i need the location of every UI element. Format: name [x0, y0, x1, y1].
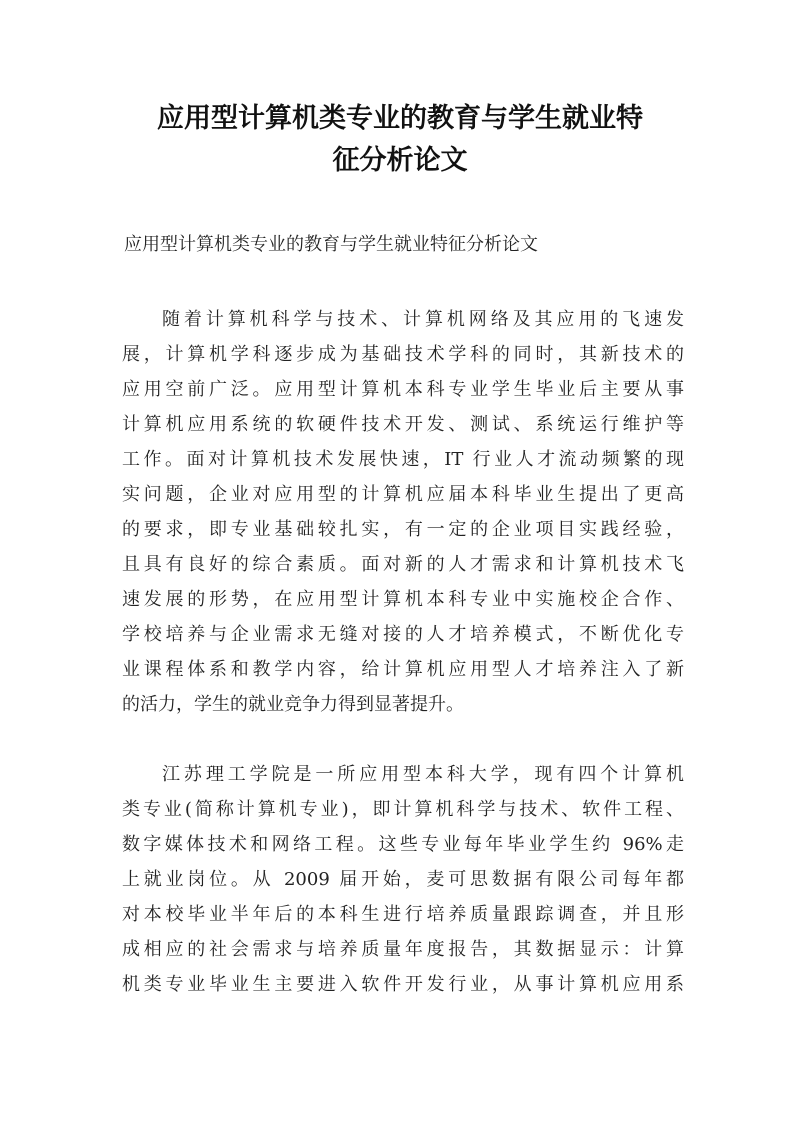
paragraph-line: 且具有良好的综合素质。面对新的人才需求和计算机技术飞	[122, 554, 684, 575]
paragraph-line: 类专业(简称计算机专业)，即计算机科学与技术、软件工程、	[122, 799, 684, 820]
paragraph-line: 实问题，企业对应用型的计算机应届本科毕业生提出了更高	[122, 484, 684, 505]
paragraph-line: 对本校毕业半年后的本科生进行培养质量跟踪调查，并且形	[122, 904, 684, 925]
paragraph-2	[122, 757, 684, 1002]
paragraph-line: 机类专业毕业生主要进入软件开发行业，从事计算机应用系	[122, 974, 684, 995]
paragraph-line: 学校培养与企业需求无缝对接的人才培养模式，不断优化专	[122, 624, 684, 645]
paragraph-1	[122, 302, 684, 722]
paragraph-line: 的活力，学生的就业竞争力得到显著提升。	[122, 694, 464, 715]
paragraph-line: 计算机应用系统的软硬件技术开发、测试、系统运行维护等	[122, 414, 684, 435]
paragraph-line: 上就业岗位。从 2009 届开始，麦可思数据有限公司每年都	[122, 869, 684, 890]
paragraph-line: 的要求，即专业基础较扎实，有一定的企业项目实践经验，	[122, 519, 684, 540]
paragraph-line: 展，计算机学科逐步成为基础技术学科的同时，其新技术的	[122, 344, 684, 365]
document-subtitle: 应用型计算机类专业的教育与学生就业特征分析论文	[124, 234, 538, 255]
paragraph-line: 成相应的社会需求与培养质量年度报告，其数据显示：计算	[122, 939, 684, 960]
paragraph-line: 应用空前广泛。应用型计算机本科专业学生毕业后主要从事	[122, 379, 684, 400]
paragraph-line: 随着计算机科学与技术、计算机网络及其应用的飞速发	[162, 309, 684, 330]
paragraph-line: 业课程体系和教学内容，给计算机应用型人才培养注入了新	[122, 659, 684, 680]
title-line-1: 应用型计算机类专业的教育与学生就业特	[157, 103, 643, 134]
title-line-2: 征分析论文	[332, 145, 468, 176]
document-title	[100, 98, 700, 182]
paragraph-line: 数字媒体技术和网络工程。这些专业每年毕业学生约 96%走	[122, 834, 684, 855]
paragraph-line: 速发展的形势，在应用型计算机本科专业中实施校企合作、	[122, 589, 684, 610]
paragraph-line: 工作。面对计算机技术发展快速，IT 行业人才流动频繁的现	[122, 449, 684, 470]
paragraph-line: 江苏理工学院是一所应用型本科大学，现有四个计算机	[162, 764, 684, 785]
